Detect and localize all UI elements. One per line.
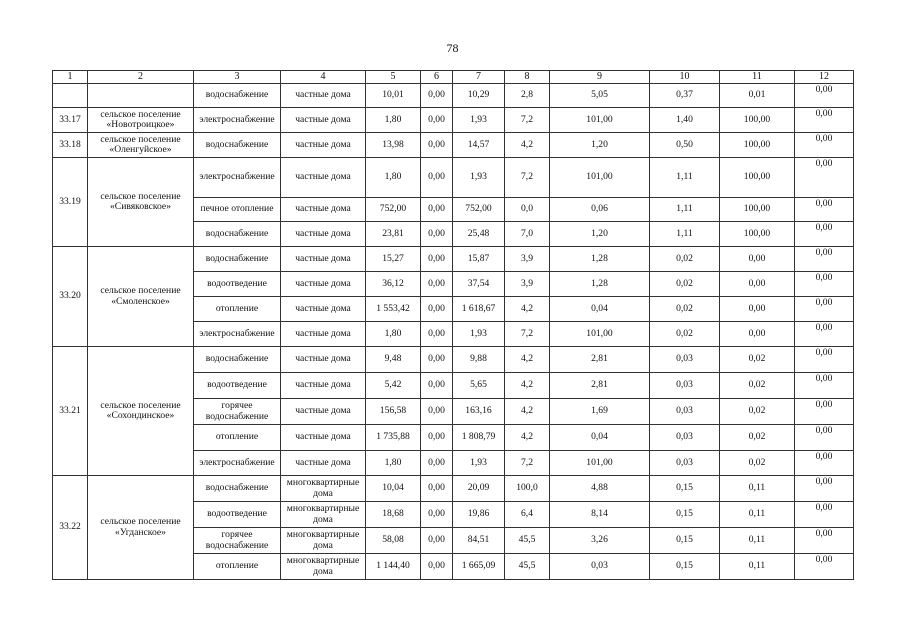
data-cell: 8,14 (550, 502, 650, 528)
data-cell: 0,00 (720, 322, 795, 347)
data-cell: 101,00 (550, 322, 650, 347)
column-header: 5 (366, 71, 421, 84)
column-header: 8 (505, 71, 550, 84)
data-cell: частные дома (281, 425, 366, 451)
data-cell: электроснабжение (194, 158, 281, 198)
data-cell: 0,00 (421, 198, 453, 222)
data-cell: 101,00 (550, 108, 650, 133)
data-cell: 1,93 (453, 108, 505, 133)
data-cell: 0,0 (505, 198, 550, 222)
table-row (53, 108, 854, 133)
data-cell: 0,00 (421, 158, 453, 198)
data-cell: 101,00 (550, 158, 650, 198)
data-cell: 15,87 (453, 247, 505, 272)
data-cell: 0,00 (795, 247, 854, 272)
data-cell: 0,00 (421, 133, 453, 158)
data-cell: 2,8 (505, 84, 550, 108)
data-cell: частные дома (281, 272, 366, 297)
data-cell: 0,00 (795, 322, 854, 347)
data-cell: 0,03 (650, 425, 720, 451)
table-row (53, 133, 854, 158)
data-cell: 0,00 (795, 425, 854, 451)
data-cell: 0,00 (795, 297, 854, 322)
data-cell: 100,00 (720, 222, 795, 247)
page-number: 78 (446, 41, 459, 55)
data-cell: многоквартирные дома (281, 554, 366, 580)
data-table (52, 70, 854, 580)
data-cell: 19,86 (453, 502, 505, 528)
table-row (53, 476, 854, 502)
data-cell: 0,00 (421, 451, 453, 476)
data-cell: 37,54 (453, 272, 505, 297)
data-cell: 0,02 (650, 272, 720, 297)
data-cell: 1,40 (650, 108, 720, 133)
data-cell: 0,15 (650, 502, 720, 528)
data-cell: 1,28 (550, 272, 650, 297)
data-cell: 0,00 (421, 425, 453, 451)
data-cell: 0,11 (720, 554, 795, 580)
data-cell: 0,00 (421, 222, 453, 247)
data-cell: 0,00 (421, 247, 453, 272)
data-cell: 0,00 (421, 476, 453, 502)
row-number-cell (53, 84, 88, 108)
data-cell: 156,58 (366, 399, 421, 425)
data-cell: 0,11 (720, 476, 795, 502)
data-cell: 1 735,88 (366, 425, 421, 451)
data-cell: 7,2 (505, 322, 550, 347)
data-cell: 0,03 (550, 554, 650, 580)
data-cell: частные дома (281, 84, 366, 108)
data-cell: 0,00 (421, 322, 453, 347)
column-header: 9 (550, 71, 650, 84)
data-cell: 10,01 (366, 84, 421, 108)
data-cell: 0,00 (720, 272, 795, 297)
data-cell: 0,00 (421, 108, 453, 133)
data-cell: 25,48 (453, 222, 505, 247)
data-cell: частные дома (281, 297, 366, 322)
data-cell: 1,80 (366, 108, 421, 133)
data-cell: водоснабжение (194, 133, 281, 158)
settlement-cell: сельское поселение «Сивяковское» (88, 158, 194, 247)
data-cell: многоквартирные дома (281, 528, 366, 554)
data-cell: 0,00 (421, 502, 453, 528)
settlement-cell: сельское поселение «Оленгуйское» (88, 133, 194, 158)
data-cell: отопление (194, 425, 281, 451)
settlement-cell: сельское поселение «Сохондинское» (88, 347, 194, 476)
data-cell: 0,11 (720, 528, 795, 554)
column-header: 7 (453, 71, 505, 84)
data-cell: 15,27 (366, 247, 421, 272)
data-cell: многоквартирные дома (281, 502, 366, 528)
data-cell: 14,57 (453, 133, 505, 158)
table-row (53, 158, 854, 198)
table-row (53, 247, 854, 272)
column-header: 6 (421, 71, 453, 84)
data-cell: 1,69 (550, 399, 650, 425)
data-cell: 0,15 (650, 476, 720, 502)
data-cell: 0,37 (650, 84, 720, 108)
data-cell: частные дома (281, 451, 366, 476)
data-cell: 5,05 (550, 84, 650, 108)
data-cell: частные дома (281, 322, 366, 347)
data-cell: 0,00 (795, 502, 854, 528)
data-cell: 0,03 (650, 451, 720, 476)
data-cell: 0,02 (720, 399, 795, 425)
data-cell: 10,29 (453, 84, 505, 108)
data-cell: 0,00 (795, 133, 854, 158)
data-cell: 58,08 (366, 528, 421, 554)
data-cell: 5,65 (453, 373, 505, 399)
data-cell: 0,02 (720, 425, 795, 451)
data-cell: 100,00 (720, 108, 795, 133)
data-cell: 1,80 (366, 322, 421, 347)
data-cell: водоотведение (194, 502, 281, 528)
data-cell: 3,9 (505, 272, 550, 297)
data-cell: частные дома (281, 133, 366, 158)
column-header: 1 (53, 71, 88, 84)
data-cell: 5,42 (366, 373, 421, 399)
row-number-cell: 33.19 (53, 158, 88, 247)
data-cell: 1,28 (550, 247, 650, 272)
data-cell: 752,00 (453, 198, 505, 222)
data-cell: водоснабжение (194, 476, 281, 502)
data-cell: 0,06 (550, 198, 650, 222)
data-cell: 0,00 (421, 399, 453, 425)
settlement-cell: сельское поселение «Новотроицкое» (88, 108, 194, 133)
data-cell: 0,00 (421, 554, 453, 580)
data-cell: 0,00 (421, 373, 453, 399)
data-cell: 0,04 (550, 425, 650, 451)
data-cell: 3,26 (550, 528, 650, 554)
data-cell: 1 553,42 (366, 297, 421, 322)
data-cell: отопление (194, 554, 281, 580)
data-cell: печное отопление (194, 198, 281, 222)
row-number-cell: 33.17 (53, 108, 88, 133)
data-cell: горячее водоснабжение (194, 528, 281, 554)
table-row (53, 347, 854, 373)
data-cell: 4,88 (550, 476, 650, 502)
data-cell: 4,2 (505, 399, 550, 425)
row-number-cell: 33.22 (53, 476, 88, 580)
data-cell: 0,04 (550, 297, 650, 322)
data-cell: 4,2 (505, 425, 550, 451)
data-cell: 0,00 (795, 399, 854, 425)
data-cell: 1,11 (650, 158, 720, 198)
data-cell: 13,98 (366, 133, 421, 158)
data-cell: 0,00 (421, 297, 453, 322)
data-cell: 1,20 (550, 222, 650, 247)
data-cell: 10,04 (366, 476, 421, 502)
data-cell: 7,2 (505, 108, 550, 133)
data-cell: 0,00 (720, 297, 795, 322)
data-cell: 20,09 (453, 476, 505, 502)
column-header: 12 (795, 71, 854, 84)
data-cell: 36,12 (366, 272, 421, 297)
data-cell: электроснабжение (194, 108, 281, 133)
data-cell: водоотведение (194, 373, 281, 399)
data-cell: водоснабжение (194, 247, 281, 272)
data-cell: 0,15 (650, 554, 720, 580)
data-cell: 0,00 (421, 84, 453, 108)
data-cell: 1,80 (366, 451, 421, 476)
data-cell: 0,00 (421, 347, 453, 373)
data-cell: 0,00 (795, 554, 854, 580)
data-cell: 2,81 (550, 347, 650, 373)
header-row (53, 71, 854, 84)
data-cell: 0,00 (795, 347, 854, 373)
data-cell: частные дома (281, 347, 366, 373)
data-cell: 0,15 (650, 528, 720, 554)
table-row (53, 84, 854, 108)
data-cell: 0,02 (650, 297, 720, 322)
data-cell: водоотведение (194, 272, 281, 297)
data-cell: электроснабжение (194, 451, 281, 476)
data-cell: 0,02 (650, 322, 720, 347)
column-header: 2 (88, 71, 194, 84)
data-cell: 9,48 (366, 347, 421, 373)
data-cell: частные дома (281, 158, 366, 198)
column-header: 11 (720, 71, 795, 84)
data-cell: 7,2 (505, 158, 550, 198)
data-cell: 4,2 (505, 297, 550, 322)
data-cell: 100,00 (720, 198, 795, 222)
data-cell: частные дома (281, 222, 366, 247)
data-cell: 0,00 (795, 451, 854, 476)
row-number-cell: 33.20 (53, 247, 88, 347)
data-cell: 45,5 (505, 554, 550, 580)
data-cell: частные дома (281, 198, 366, 222)
settlement-cell: сельское поселение «Угданское» (88, 476, 194, 580)
data-cell: 9,88 (453, 347, 505, 373)
data-cell: 0,03 (650, 399, 720, 425)
data-cell: 0,00 (421, 272, 453, 297)
column-header: 3 (194, 71, 281, 84)
data-cell: 3,9 (505, 247, 550, 272)
data-cell: многоквартирные дома (281, 476, 366, 502)
data-cell: электроснабжение (194, 322, 281, 347)
data-cell: 0,50 (650, 133, 720, 158)
data-cell: 101,00 (550, 451, 650, 476)
data-cell: частные дома (281, 247, 366, 272)
data-cell: 0,03 (650, 373, 720, 399)
data-cell: 0,00 (795, 272, 854, 297)
data-cell: 0,00 (795, 108, 854, 133)
data-cell: 1,80 (366, 158, 421, 198)
data-cell: водоснабжение (194, 84, 281, 108)
data-cell: частные дома (281, 399, 366, 425)
data-cell: 4,2 (505, 133, 550, 158)
data-cell: 6,4 (505, 502, 550, 528)
data-cell: 7,0 (505, 222, 550, 247)
data-cell: 2,81 (550, 373, 650, 399)
data-cell: 0,02 (720, 347, 795, 373)
data-cell: 0,00 (795, 222, 854, 247)
data-cell: 752,00 (366, 198, 421, 222)
data-cell: 1 618,67 (453, 297, 505, 322)
data-cell: 23,81 (366, 222, 421, 247)
data-cell: 1 665,09 (453, 554, 505, 580)
data-cell: 1 144,40 (366, 554, 421, 580)
data-cell: 1 808,79 (453, 425, 505, 451)
data-cell: горячее водоснабжение (194, 399, 281, 425)
data-cell: 0,00 (795, 476, 854, 502)
data-cell: 0,00 (795, 158, 854, 198)
data-cell: 0,02 (650, 247, 720, 272)
data-cell: 0,00 (795, 373, 854, 399)
data-cell: 0,02 (720, 373, 795, 399)
data-cell: 0,00 (720, 247, 795, 272)
settlement-cell (88, 84, 194, 108)
data-cell: 1,11 (650, 198, 720, 222)
data-cell: 100,00 (720, 158, 795, 198)
data-cell: 0,00 (795, 84, 854, 108)
data-cell: 0,03 (650, 347, 720, 373)
data-cell: 0,11 (720, 502, 795, 528)
data-cell: 4,2 (505, 373, 550, 399)
data-cell: водоснабжение (194, 347, 281, 373)
data-cell: 1,20 (550, 133, 650, 158)
data-cell: отопление (194, 297, 281, 322)
column-header: 10 (650, 71, 720, 84)
data-cell: 0,02 (720, 451, 795, 476)
data-cell: 18,68 (366, 502, 421, 528)
data-cell: 0,00 (795, 198, 854, 222)
data-cell: водоснабжение (194, 222, 281, 247)
data-cell: 4,2 (505, 347, 550, 373)
data-cell: 163,16 (453, 399, 505, 425)
data-cell: 7,2 (505, 451, 550, 476)
data-cell: 1,93 (453, 451, 505, 476)
data-cell: 1,93 (453, 158, 505, 198)
data-cell: частные дома (281, 108, 366, 133)
row-number-cell: 33.18 (53, 133, 88, 158)
data-cell: 1,93 (453, 322, 505, 347)
data-cell: 100,00 (720, 133, 795, 158)
data-cell: 45,5 (505, 528, 550, 554)
data-cell: 0,01 (720, 84, 795, 108)
data-cell: 84,51 (453, 528, 505, 554)
column-header: 4 (281, 71, 366, 84)
data-cell: 1,11 (650, 222, 720, 247)
data-cell: 0,00 (795, 528, 854, 554)
settlement-cell: сельское поселение «Смоленское» (88, 247, 194, 347)
data-cell: частные дома (281, 373, 366, 399)
data-cell: 100,0 (505, 476, 550, 502)
data-cell: 0,00 (421, 528, 453, 554)
row-number-cell: 33.21 (53, 347, 88, 476)
